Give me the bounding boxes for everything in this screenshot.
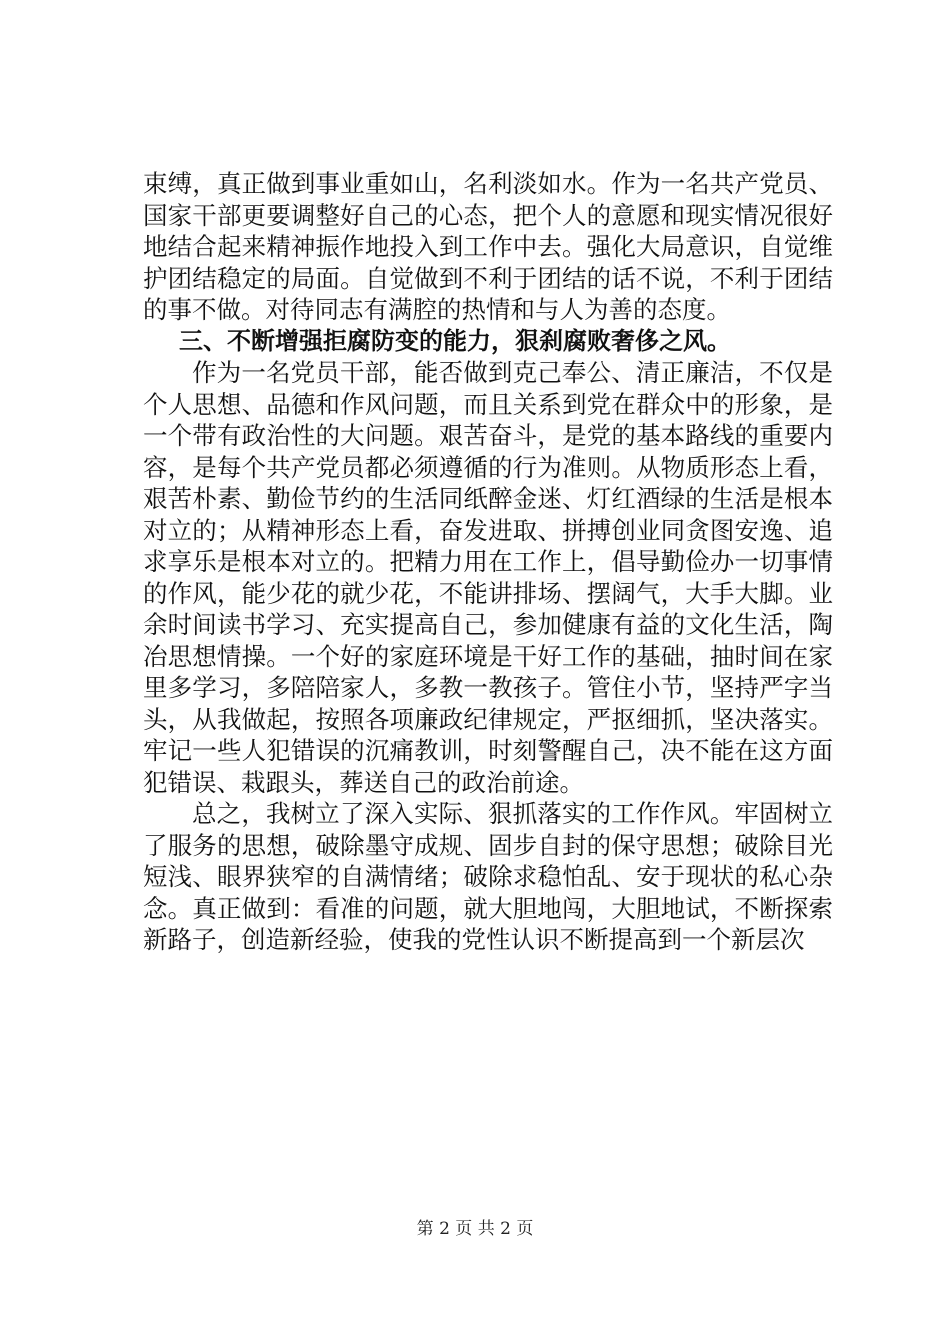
document-body [143, 168, 833, 956]
paragraph-summary: 总之，我树立了深入实际、狠抓落实的工作作风。牢固树立了服务的思想，破除墨守成规、固步自封的保守思想；破除目光短浅、眼界狭窄的自满情绪；破除求稳怕乱、安于现状的私心杂念。真正做到：看准的问题，就大胆地闯，大胆地试，不断探索新路子，创造新经验，使我的党性认识不断提高到一个新层次 [143, 799, 833, 954]
paragraph-continuation: 束缚，真正做到事业重如山，名利淡如水。作为一名共产党员、国家干部更要调整好自己的心态，把个人的意愿和现实情况很好地结合起来精神振作地投入到工作中去。强化大局意识，自觉维护团结稳定的局面。自觉做到不利于团结的话不说，不利于团结的事不做。对待同志有满腔的热情和与人为善的态度。 [143, 169, 833, 324]
page-footer: 第 2 页 共 2 页 [416, 1219, 534, 1239]
section-heading: 三、不断增强拒腐防变的能力，狠刹腐败奢侈之风。 [179, 326, 731, 355]
paragraph-body: 作为一名党员干部，能否做到克己奉公、清正廉洁，不仅是个人思想、品德和作风问题，而且关系到党在群众中的形象，是一个带有政治性的大问题。艰苦奋斗，是党的基本路线的重要内容，是每个共产党员都必须遵循的行为准则。从物质形态上看，艰苦朴素、勤俭节约的生活同纸醉金迷、灯红酒绿的生活是根本对立的；从精神形态上看，奋发进取、拼搏创业同贪图安逸、追求享乐是根本对立的。把精力用在工作上，倡导勤俭办一切事情的作风，能少花的就少花，不能讲排场、摆阔气，大手大脚。业余时间读书学习、充实提高自己，参加健康有益的文化生活，陶冶思想情操。一个好的家庭环境是干好工作的基础，抽时间在家里多学习，多陪陪家人，多教一教孩子。管住小节，坚持严字当头，从我做起，按照各项廉政纪律规定，严抠细抓，坚决落实。牢记一些人犯错误的沉痛教训，时刻警醒自己，决不能在这方面犯错误、栽跟头，葬送自己的政治前途。 [143, 358, 833, 797]
